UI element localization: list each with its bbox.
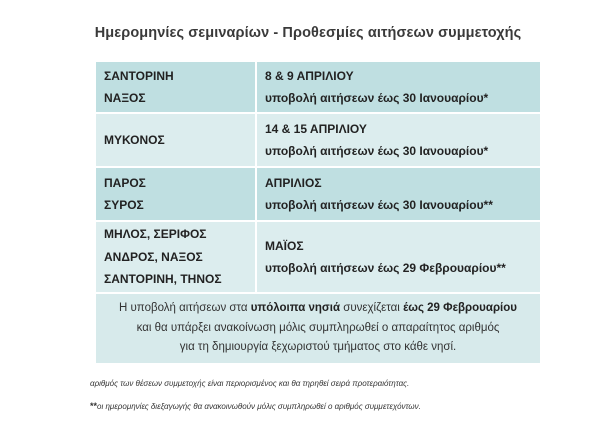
island-name: ΜΗΛΟΣ, ΣΕΡΙΦΟΣ [104, 227, 207, 242]
note-bold-remaining-islands: υπόλοιπα νησιά [250, 302, 341, 314]
footnote-2-text: οι ημερομηνίες διεξαγωγής θα ανακοινωθούν μόλις συμπληρωθεί ο αριθμός συμμετεχόντων. [97, 402, 421, 411]
dates-cell [256, 221, 541, 293]
footnote-2 [90, 401, 421, 411]
dates-cell [256, 167, 541, 221]
table-row [95, 167, 541, 221]
seminar-dates: ΑΠΡΙΛΙΟΣ [265, 175, 322, 190]
note-line-3: για τη δημιουργία ξεχωριστού τμήματος στο κάθε νησί. [179, 341, 457, 353]
application-deadline: υποβολή αιτήσεων έως 30 Ιανουαρίου* [265, 91, 489, 105]
seminar-dates: 8 & 9 ΑΠΡΙΛΙΟΥ [265, 68, 354, 83]
dates-cell [256, 61, 541, 113]
island-name: ΣΥΡΟΣ [104, 198, 144, 212]
application-deadline: υποβολή αιτήσεων έως 30 Ιανουαρίου** [265, 198, 493, 212]
page-title: Ημερομηνίες σεμιναρίων - Προθεσμίες αιτήσεων συμμετοχής [94, 25, 522, 41]
island-name: ΑΝΔΡΟΣ, ΝΑΞΟΣ [104, 249, 203, 264]
note-line-2: και θα υπάρξει ανακοίνωση μόλις συμπληρωθεί ο απαραίτητος αριθμός [136, 321, 500, 334]
islands-cell [95, 113, 256, 167]
note-text: συνεχίζεται [340, 302, 404, 314]
note-text: Η υποβολή αιτήσεων στα [119, 302, 251, 314]
island-name: ΠΑΡΟΣ [104, 175, 146, 190]
remaining-islands-note [95, 293, 541, 364]
islands-cell [95, 221, 256, 293]
footnote-1 [90, 379, 409, 388]
application-deadline: υποβολή αιτήσεων έως 29 Φεβρουαρίου** [265, 261, 506, 275]
dates-cell [256, 113, 541, 167]
footnote-2-mark: ** [90, 401, 98, 411]
footnote-1-text: αριθμός των θέσεων συμμετοχής είναι περιορισμένος και θα τηρηθεί σειρά προτεραιότητας. [90, 379, 410, 388]
table-row [95, 113, 541, 167]
seminar-dates: 14 & 15 ΑΠΡΙΛΙΟΥ [265, 121, 367, 136]
note-bold-deadline: έως 29 Φεβρουαρίου [403, 302, 517, 314]
note-line-1 [102, 299, 534, 319]
islands-cell [95, 167, 256, 221]
application-deadline: υποβολή αιτήσεων έως 30 Ιανουαρίου* [265, 144, 489, 158]
seminar-schedule-table [94, 60, 542, 365]
island-name: ΣΑΝΤΟΡΙΝΗ [104, 68, 174, 83]
table-row [95, 61, 541, 113]
islands-cell [95, 61, 256, 113]
island-name: ΣΑΝΤΟΡΙΝΗ, ΤΗΝΟΣ [104, 272, 222, 287]
table-row [95, 221, 541, 293]
island-name: ΝΑΞΟΣ [104, 91, 146, 105]
table-row-note [95, 293, 541, 364]
seminar-dates: ΜΑΪΟΣ [265, 238, 304, 253]
island-name: ΜΥΚΟΝΟΣ [104, 132, 165, 147]
